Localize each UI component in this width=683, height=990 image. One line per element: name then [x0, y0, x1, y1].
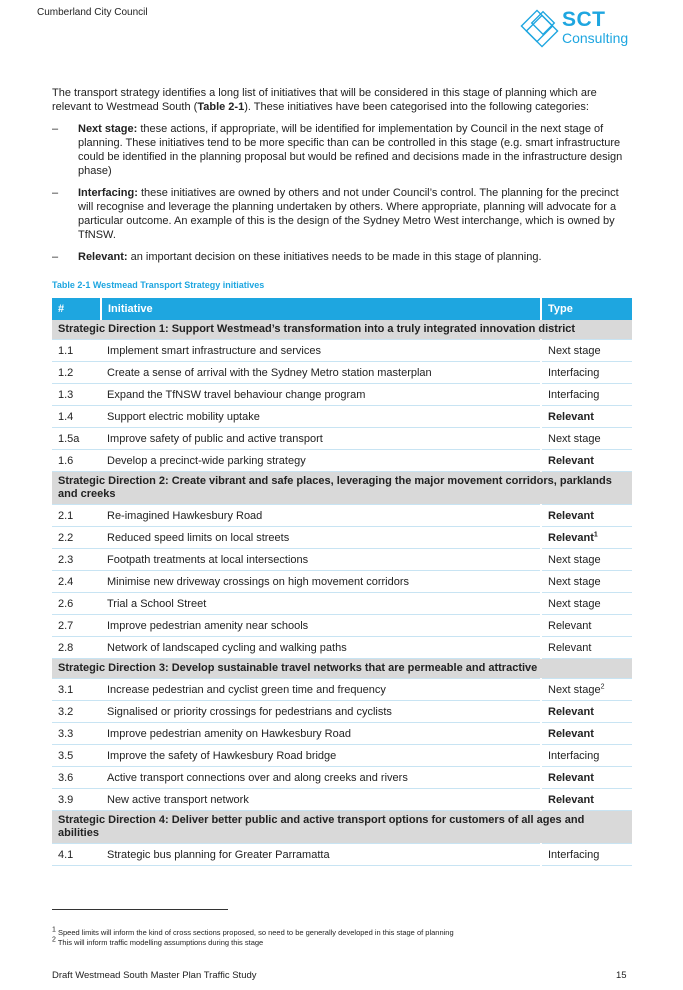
header-num: #: [52, 298, 101, 320]
header-initiative: Initiative: [101, 298, 541, 320]
category-description: these initiatives are owned by others and not under Council’s control. The planning for the precinct will recognise and leverage the planning undertaken by others. Where appropriate, planning will advocate for a particular outcome. An example of this is the design of the Sydney Metro West interchange, which is owned by TfNSW.: [78, 187, 619, 241]
type-label: Next stage: [548, 553, 601, 566]
initiative-name: Footpath treatments at local intersections: [101, 549, 541, 571]
initiative-number: 1.5a: [52, 428, 101, 450]
table-row: [52, 527, 632, 549]
initiative-type: [541, 637, 632, 659]
table-row: [52, 384, 632, 406]
logo-text-consulting: Consulting: [562, 30, 629, 46]
type-label: Interfacing: [548, 749, 600, 762]
table-row: [52, 637, 632, 659]
logo-text-sct: SCT: [562, 8, 606, 31]
initiative-type: [541, 701, 632, 723]
initiative-number: 3.9: [52, 789, 101, 811]
initiative-name: Network of landscaped cycling and walking paths: [101, 637, 541, 659]
initiative-type: [541, 406, 632, 428]
table-row: [52, 450, 632, 472]
table-row: [52, 406, 632, 428]
initiative-type: [541, 340, 632, 362]
initiative-number: 1.2: [52, 362, 101, 384]
type-label: Relevant: [548, 641, 592, 654]
type-label: Relevant: [548, 509, 594, 522]
type-label: Next stage: [548, 683, 601, 696]
type-label: Relevant: [548, 705, 594, 718]
initiative-type: [541, 450, 632, 472]
table-row: [52, 701, 632, 723]
initiative-number: 2.3: [52, 549, 101, 571]
initiative-number: 1.3: [52, 384, 101, 406]
category-term: Next stage:: [78, 123, 138, 135]
section-title: Strategic Direction 2: Create vibrant and safe places, leveraging the major movement corridors, parklands and creeks: [52, 472, 632, 505]
category-term: Interfacing:: [78, 187, 138, 199]
type-label: Relevant: [548, 531, 594, 544]
initiative-number: 4.1: [52, 844, 101, 866]
footnote: [52, 938, 454, 948]
logo-diamond-icon: [518, 6, 562, 52]
table-caption: Table 2-1 Westmead Transport Strategy initiatives: [52, 280, 265, 290]
type-label: Relevant: [548, 793, 594, 806]
initiative-type: [541, 767, 632, 789]
table-row: [52, 789, 632, 811]
initiative-name: Improve the safety of Hawkesbury Road bridge: [101, 745, 541, 767]
initiative-name: Improve safety of public and active transport: [101, 428, 541, 450]
initiative-type: [541, 844, 632, 866]
initiatives-table: [52, 298, 632, 866]
type-label: Interfacing: [548, 366, 600, 379]
initiative-type: [541, 593, 632, 615]
table-row: [52, 593, 632, 615]
dash-marker: –: [52, 123, 59, 135]
category-item: [52, 250, 632, 264]
initiative-number: 2.1: [52, 505, 101, 527]
initiative-name: Create a sense of arrival with the Sydney Metro station masterplan: [101, 362, 541, 384]
type-label: Next stage: [548, 432, 601, 445]
initiative-type: [541, 384, 632, 406]
table-row: [52, 615, 632, 637]
initiative-name: Increase pedestrian and cyclist green time and frequency: [101, 679, 541, 701]
footnote-marker: 1: [593, 530, 598, 538]
table-row: [52, 549, 632, 571]
table-row: [52, 844, 632, 866]
initiative-name: Improve pedestrian amenity on Hawkesbury Road: [101, 723, 541, 745]
footnote-number: 1: [52, 926, 56, 934]
initiative-type: [541, 428, 632, 450]
intro-paragraph: The transport strategy identifies a long list of initiatives that will be considered in this stage of planning which are relevant to Westmead South (Table 2-1). These initiatives have been categorised into the following categories:: [52, 87, 597, 113]
section-row: [52, 320, 632, 340]
initiative-number: 3.1: [52, 679, 101, 701]
initiative-name: Minimise new driveway crossings on high movement corridors: [101, 571, 541, 593]
initiative-type: [541, 505, 632, 527]
initiative-type: [541, 362, 632, 384]
initiative-type: [541, 571, 632, 593]
table-row: [52, 340, 632, 362]
category-list: [52, 122, 632, 272]
page-number: 15: [616, 970, 627, 981]
dash-marker: –: [52, 251, 59, 263]
initiative-number: 3.5: [52, 745, 101, 767]
footnote-marker: 2: [600, 682, 605, 690]
footnote: [52, 928, 454, 938]
initiative-number: 1.4: [52, 406, 101, 428]
initiative-type: [541, 789, 632, 811]
category-item: [52, 122, 632, 178]
type-label: Relevant: [548, 454, 594, 467]
initiative-name: Strategic bus planning for Greater Parramatta: [101, 844, 541, 866]
type-label: Relevant: [548, 727, 594, 740]
type-label: Interfacing: [548, 848, 600, 861]
category-description: an important decision on these initiatives needs to be made in this stage of planning.: [127, 251, 542, 263]
initiative-type: [541, 549, 632, 571]
initiative-number: 2.8: [52, 637, 101, 659]
initiative-name: Support electric mobility uptake: [101, 406, 541, 428]
type-label: Next stage: [548, 344, 601, 357]
type-label: Relevant: [548, 771, 594, 784]
footer-title: Draft Westmead South Master Plan Traffic Study: [52, 970, 257, 981]
initiative-number: 2.7: [52, 615, 101, 637]
section-row: [52, 472, 632, 505]
table-row: [52, 571, 632, 593]
initiative-number: 3.2: [52, 701, 101, 723]
table-header-row: [52, 298, 632, 320]
footnotes: [52, 928, 454, 948]
category-item: [52, 186, 632, 242]
type-label: Next stage: [548, 597, 601, 610]
section-title: Strategic Direction 3: Develop sustainable travel networks that are permeable and attractive: [52, 659, 632, 679]
initiative-name: Expand the TfNSW travel behaviour change program: [101, 384, 541, 406]
category-term: Relevant:: [78, 251, 128, 263]
table-row: [52, 505, 632, 527]
initiative-name: Trial a School Street: [101, 593, 541, 615]
initiative-type: [541, 723, 632, 745]
footnote-number: 2: [52, 936, 56, 944]
type-label: Next stage: [548, 575, 601, 588]
header-organisation: Cumberland City Council: [37, 7, 148, 18]
table-row: [52, 362, 632, 384]
category-description: these actions, if appropriate, will be identified for implementation by Council in the next stage of planning. These initiatives tend to be more specific than can be controlled in this stage (e.g. smart infrastructure could be identified in the planning proposal but would be refined and decisions made in the infrastructure design phase): [78, 123, 623, 177]
initiative-name: Implement smart infrastructure and services: [101, 340, 541, 362]
initiative-name: Active transport connections over and along creeks and rivers: [101, 767, 541, 789]
footnote-separator: [52, 909, 228, 910]
initiative-name: Signalised or priority crossings for pedestrians and cyclists: [101, 701, 541, 723]
initiative-name: Re-imagined Hawkesbury Road: [101, 505, 541, 527]
section-title: Strategic Direction 4: Deliver better public and active transport options for customers of all ages and abilities: [52, 811, 632, 844]
section-row: [52, 811, 632, 844]
table-row: [52, 767, 632, 789]
type-label: Relevant: [548, 619, 592, 632]
initiative-name: New active transport network: [101, 789, 541, 811]
table-row: [52, 679, 632, 701]
initiative-name: Improve pedestrian amenity near schools: [101, 615, 541, 637]
initiative-name: Reduced speed limits on local streets: [101, 527, 541, 549]
initiative-type: [541, 679, 632, 701]
initiative-number: 3.6: [52, 767, 101, 789]
table-row: [52, 723, 632, 745]
section-title: Strategic Direction 1: Support Westmead’s transformation into a truly integrated innovation district: [52, 320, 632, 340]
table-row: [52, 428, 632, 450]
dash-marker: –: [52, 187, 59, 199]
type-label: Relevant: [548, 410, 594, 423]
initiative-type: [541, 615, 632, 637]
initiative-number: 1.6: [52, 450, 101, 472]
initiative-type: [541, 745, 632, 767]
sct-consulting-logo: [518, 6, 638, 52]
initiative-name: Develop a precinct-wide parking strategy: [101, 450, 541, 472]
section-row: [52, 659, 632, 679]
type-label: Interfacing: [548, 388, 600, 401]
initiative-number: 2.4: [52, 571, 101, 593]
table-row: [52, 745, 632, 767]
header-type: Type: [541, 298, 632, 320]
initiative-number: 2.2: [52, 527, 101, 549]
table-reference: Table 2-1: [197, 101, 245, 113]
initiative-number: 2.6: [52, 593, 101, 615]
initiative-number: 3.3: [52, 723, 101, 745]
initiative-number: 1.1: [52, 340, 101, 362]
footnote-text: This will inform traffic modelling assumptions during this stage: [55, 938, 264, 947]
footnote-text: Speed limits will inform the kind of cross sections proposed, so need to be generally developed in this stage of planning: [55, 928, 454, 937]
initiative-type: [541, 527, 632, 549]
